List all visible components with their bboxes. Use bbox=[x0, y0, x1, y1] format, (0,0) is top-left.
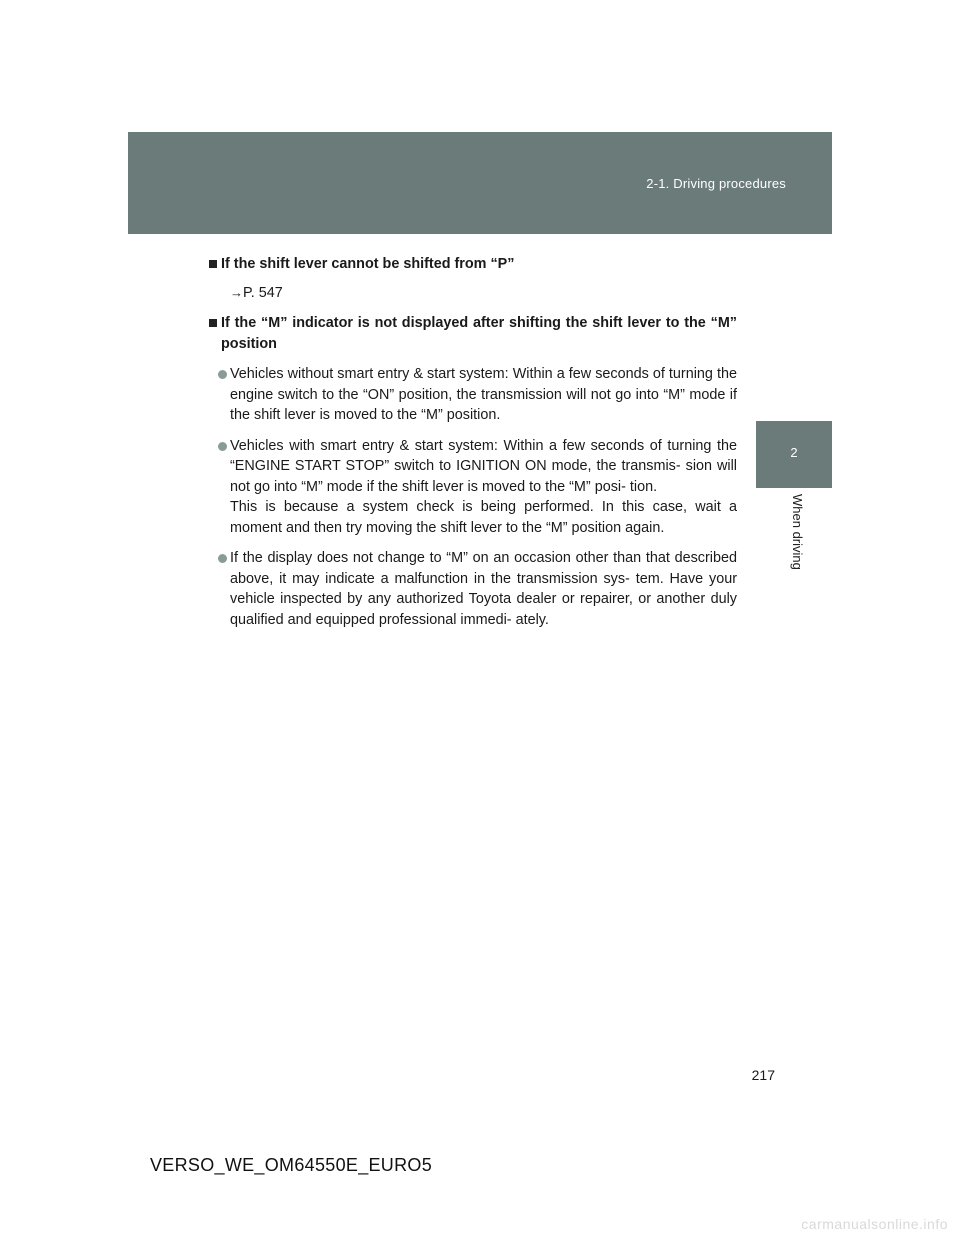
page-reference bbox=[230, 283, 737, 304]
chapter-title: When driving bbox=[790, 494, 805, 570]
chapter-tab bbox=[756, 421, 832, 488]
circle-bullet-icon bbox=[218, 442, 227, 451]
section-heading-shift-lever bbox=[209, 254, 737, 275]
square-bullet-icon bbox=[209, 319, 217, 327]
list-item-text: Vehicles with smart entry & start system: Within a few seconds of turning the “ENGINE START STOP” switch to IGNITION ON mode, the transmis- sion will not go into “M” mode if the shift lever is moved to the “M” posi- tion. bbox=[230, 437, 737, 495]
square-bullet-icon bbox=[209, 260, 217, 268]
chapter-number: 2 bbox=[790, 445, 798, 460]
section-heading-m-indicator bbox=[209, 313, 737, 354]
reference-text: P. 547 bbox=[243, 284, 283, 301]
heading-text: If the shift lever cannot be shifted from “P” bbox=[221, 256, 515, 272]
list-item bbox=[209, 436, 737, 539]
document-code: VERSO_WE_OM64550E_EURO5 bbox=[150, 1155, 433, 1175]
section-label: 2-1. Driving procedures bbox=[646, 176, 786, 191]
list-item bbox=[209, 548, 737, 630]
page-number: 217 bbox=[751, 1067, 775, 1083]
circle-bullet-icon bbox=[218, 554, 227, 563]
list-item-text: Vehicles without smart entry & start system: Within a few seconds of turning the engine switch to the “ON” position, the transmission will not go into “M” mode if the shift lever is moved to the “M” position. bbox=[230, 366, 737, 423]
list-item bbox=[209, 364, 737, 426]
main-content bbox=[209, 254, 737, 640]
watermark: carmanualsonline.info bbox=[801, 1216, 948, 1232]
header-band bbox=[128, 132, 832, 234]
list-item-text: If the display does not change to “M” on an occasion other than that described above, it may indicate a malfunction in the transmission sys- tem. Have your vehicle inspected by any authorized Toyota dealer or repairer, or another duly qualified and equipped professional immedi- ately. bbox=[230, 550, 737, 628]
heading-text: If the “M” indicator is not displayed after shifting the shift lever to the “M” position bbox=[221, 315, 737, 352]
list-item-text: This is because a system check is being performed. In this case, wait a moment and then try moving the shift lever to the “M” position again. bbox=[230, 499, 737, 536]
circle-bullet-icon bbox=[218, 370, 227, 379]
arrow-right-icon: → bbox=[230, 284, 243, 300]
